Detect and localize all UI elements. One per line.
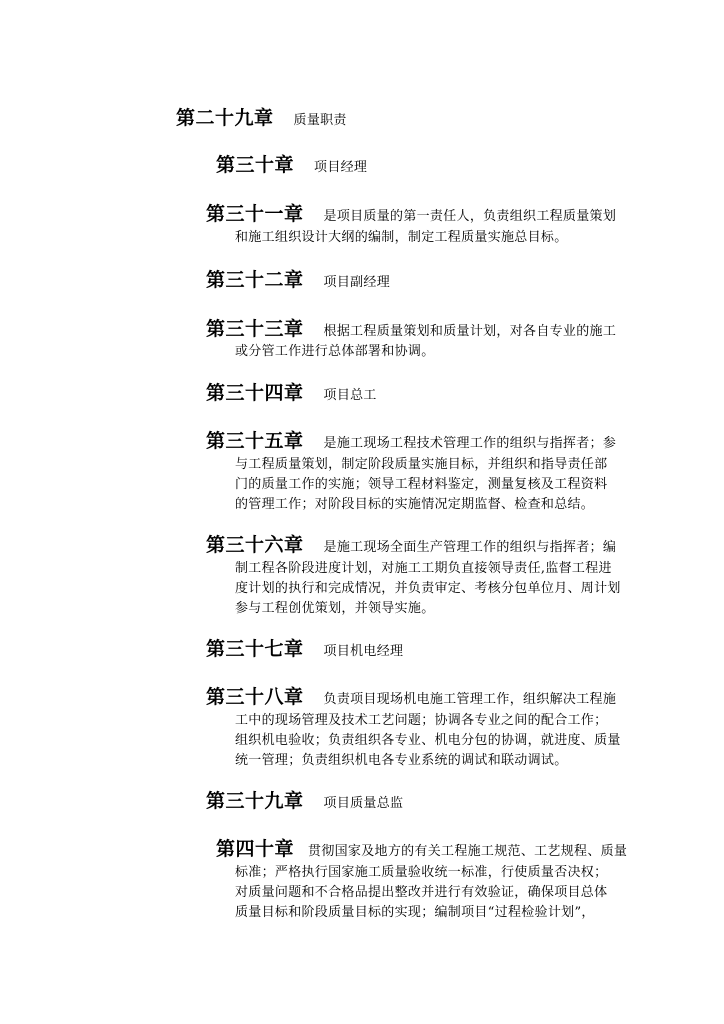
section-32-heading	[206, 265, 390, 292]
section-title: 项目经理	[314, 160, 368, 175]
section-title: 负责项目现场机电施工管理工作，组织解决工程施	[323, 692, 617, 707]
section-34-heading	[206, 378, 377, 405]
section-title: 是施工现场工程技术管理工作的组织与指挥者；参	[323, 436, 617, 451]
chapter-number: 第三十二章	[206, 269, 304, 291]
body-line: 门的质量工作的实施；领导工程材料鉴定，测量复核及工程资料	[235, 477, 608, 492]
body-line: 与工程质量策划，制定阶段质量实施目标，并组织和指导责任部	[235, 457, 608, 472]
body-line: 和施工组织设计大纲的编制，制定工程质量实施总目标。	[235, 230, 568, 245]
section-35-heading	[206, 426, 616, 453]
body-line: 统一管理；负责组织机电各专业系统的调试和联动调试。	[235, 753, 568, 768]
body-line: 的管理工作；对阶段目标的实施情况定期监督、检查和总结。	[235, 497, 595, 512]
body-line: 制工程各阶段进度计划，对施工工期负直接领导责任,监督工程进	[235, 561, 612, 576]
section-37-heading	[206, 634, 403, 661]
section-36-heading	[206, 530, 616, 557]
section-38-heading	[206, 682, 616, 709]
chapter-number: 第三十九章	[206, 790, 304, 812]
section-title: 项目机电经理	[323, 644, 404, 659]
chapter-number: 第四十章	[216, 838, 295, 860]
section-33-body	[235, 342, 660, 362]
chapter-number: 第三十一章	[206, 203, 304, 225]
section-29-heading	[176, 103, 347, 130]
section-36-body	[235, 559, 660, 619]
body-line: 质量目标和阶段质量目标的实现；编制项目“过程检验计划”，	[235, 905, 595, 920]
chapter-number: 第二十九章	[176, 107, 274, 129]
section-title: 项目总工	[323, 388, 377, 403]
chapter-number: 第三十七章	[206, 638, 304, 660]
section-35-body	[235, 455, 660, 515]
section-31-body	[235, 228, 660, 248]
section-38-body	[235, 711, 660, 771]
body-line: 参与工程创优策划，并领导实施。	[235, 601, 435, 616]
section-title: 是施工现场全面生产管理工作的组织与指挥者；编	[323, 540, 617, 555]
chapter-number: 第三十四章	[206, 382, 304, 404]
section-title: 根据工程质量策划和质量计划，对各自专业的施工	[323, 324, 617, 339]
body-line: 工中的现场管理及技术工艺问题；协调各专业之间的配合工作；	[235, 713, 608, 728]
section-title: 项目副经理	[323, 275, 391, 290]
body-line: 对质量问题和不合格品提出整改并进行有效验证，确保项目总体	[235, 885, 608, 900]
section-30-heading	[216, 150, 367, 177]
chapter-number: 第三十三章	[206, 318, 304, 340]
chapter-number: 第三十章	[216, 154, 295, 176]
section-33-heading	[206, 314, 616, 341]
chapter-number: 第三十六章	[206, 534, 304, 556]
section-39-heading	[206, 786, 403, 813]
section-title: 质量职责	[293, 113, 347, 128]
body-line: 度计划的执行和完成情况，并负责审定、考核分包单位月、周计划	[235, 581, 621, 596]
body-line: 标准；严格执行国家施工质量验收统一标准，行使质量否决权；	[235, 865, 608, 880]
section-31-heading	[206, 199, 616, 226]
body-line: 组织机电验收；负责组织各专业、机电分包的协调，就进度、质量	[235, 733, 621, 748]
section-title: 项目质量总监	[323, 796, 404, 811]
chapter-number: 第三十五章	[206, 430, 304, 452]
section-40-heading	[216, 834, 627, 861]
body-line: 或分管工作进行总体部署和协调。	[235, 344, 435, 359]
section-title: 贯彻国家及地方的有关工程施工规范、工艺规程、质量	[308, 844, 628, 859]
section-40-body	[235, 863, 660, 923]
chapter-number: 第三十八章	[206, 686, 304, 708]
section-title: 是项目质量的第一责任人，负责组织工程质量策划	[323, 209, 617, 224]
